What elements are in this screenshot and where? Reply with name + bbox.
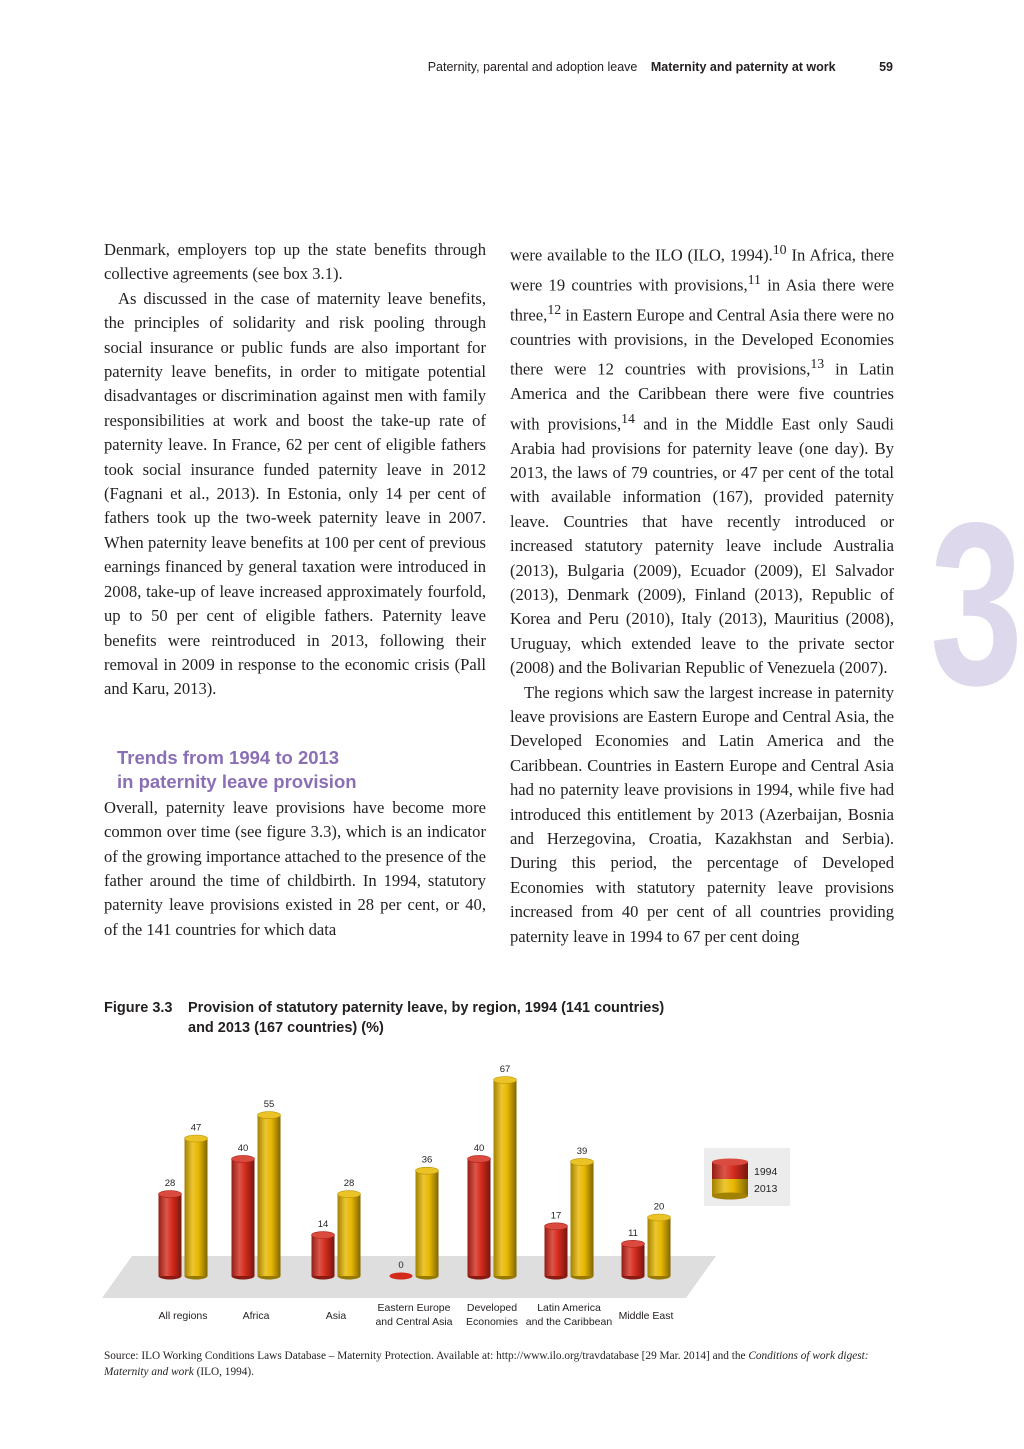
legend-label: 1994 — [754, 1166, 778, 1178]
x-tick-label: Africa — [242, 1310, 270, 1322]
bar-top — [338, 1191, 361, 1198]
data-label: 14 — [317, 1219, 329, 1231]
bar-top — [622, 1240, 645, 1247]
bar-2013 — [185, 1139, 208, 1276]
figure-title-line: Provision of statutory paternity leave, by region, 1994 (141 countries) — [188, 1000, 665, 1016]
x-tick-label: Economies — [466, 1316, 518, 1328]
x-tick-label: Asia — [325, 1310, 347, 1322]
data-label: 67 — [499, 1064, 511, 1075]
text-run: in Asia there were three, — [510, 275, 894, 325]
footnote-ref: 14 — [621, 410, 635, 426]
data-label: 40 — [237, 1142, 249, 1154]
chapter-number-tab — [930, 475, 1023, 734]
chapter-number: 3 — [930, 475, 1023, 734]
footnote-ref: 11 — [747, 271, 761, 287]
bar-1994 — [159, 1194, 182, 1276]
data-label: 0 — [398, 1260, 404, 1271]
source-text: Source: ILO Working Conditions Laws Database – Maternity Protection. Available at: http://www.ilo.org/travdatabase [29 Mar. 2014] and the — [104, 1350, 749, 1362]
bar-2013 — [338, 1194, 361, 1276]
figure-number: Figure 3.3 — [104, 1000, 173, 1016]
bar-1994 — [312, 1235, 335, 1276]
text-run: in Latin America and the Caribbean there were five countries with provisions, — [510, 359, 894, 434]
legend-top — [712, 1159, 748, 1166]
x-tick-label: and Central Asia — [375, 1316, 453, 1328]
section-heading — [117, 746, 486, 794]
bar-2013 — [494, 1080, 517, 1276]
footnote-ref: 10 — [772, 242, 787, 257]
data-label: 11 — [628, 1227, 638, 1239]
bar-top — [232, 1155, 255, 1162]
bar-1994 — [232, 1159, 255, 1276]
running-header — [0, 60, 893, 74]
bar-top — [416, 1167, 439, 1174]
data-label: 39 — [576, 1145, 588, 1157]
bar-1994 — [390, 1273, 413, 1280]
figure-title — [188, 998, 894, 1038]
bar-top — [571, 1158, 594, 1165]
paragraph — [510, 238, 894, 681]
x-tick-label: Middle East — [618, 1310, 674, 1322]
figure-title-line: and 2013 (167 countries) (%) — [188, 1020, 384, 1036]
source-title: Conditions of work digest: Maternity and work — [104, 1350, 869, 1378]
footnote-ref: 12 — [547, 301, 562, 317]
bar-1994 — [622, 1244, 645, 1276]
data-label: 47 — [190, 1122, 202, 1134]
text-run: in Eastern Europe and Central Asia there were no countries with provisions, in the Developed Economies there were 12 countries with provisions, — [510, 305, 894, 379]
heading-line: in paternity leave provision — [117, 770, 357, 792]
paragraph: The regions which saw the largest increase in paternity leave provisions are Eastern Europe and Central Asia, the Developed Economies and Latin America and the Caribbean. Countries in Eastern Europe and Central Asia had no paternity leave provisions in 1994, while five had introduced this entitlement by 2013 (Azerbaijan, Bosnia and Herzegovina, Croatia, Kazakhstan and Serbia). During this period, the percentage of Developed Economies with statutory paternity leave provisions increased from 40 per cent of all countries providing paternity leave in 1994 to 67 per cent doing — [510, 682, 894, 946]
bar-top — [312, 1232, 335, 1239]
legend-label: 2013 — [754, 1183, 778, 1195]
bar-1994 — [468, 1159, 491, 1276]
text-run: and in the Middle East only Saudi Arabia had provisions for paternity leave (one day). By 2013, the laws of 79 countries, or 47 per cent of the total with available information (167), provided paternity leave. Countries that have recently introduced or increased statutory paternity leave include Australia (2013), Bulgaria (2009), Ecuador (2009), El Salvador (2013), Denmark (2009), Finland (2013), Republic of Korea and Peru (2010), Italy (2013), Mauritius (2008), Uruguay, which extended leave to the private sector (2008) and the Bolivarian Republic of Venezuela (2007). — [510, 414, 894, 678]
figure-caption — [104, 998, 894, 1038]
legend-base — [712, 1193, 748, 1200]
paragraph: Denmark, employers top up the state benefits through collective agreements (see box 3.1). — [104, 240, 486, 284]
x-tick-label: and the Caribbean — [525, 1316, 613, 1328]
text-run: In Africa, there were 19 countries with provisions, — [510, 245, 894, 295]
bar-top — [159, 1191, 182, 1198]
book-title: Maternity and paternity at work — [650, 60, 836, 74]
bar-2013 — [571, 1162, 594, 1276]
bar-chart — [100, 1040, 778, 1340]
left-column — [104, 238, 486, 942]
data-label: 36 — [421, 1154, 433, 1166]
x-tick-label: All regions — [158, 1310, 208, 1322]
data-label: 17 — [550, 1210, 562, 1222]
source-text: (ILO, 1994). — [193, 1366, 254, 1378]
paragraph: Overall, paternity leave provisions have become more common over time (see figure 3.3), which is an indicator of the growing importance attached to the presence of the father around the time of childbirth. In 1994, statutory paternity leave provisions existed in 28 per cent, or 40, of the 141 countries for which data — [104, 797, 486, 939]
x-tick-label: Latin America — [537, 1302, 601, 1314]
data-label: 28 — [343, 1178, 355, 1190]
heading-line: Trends from 1994 to 2013 — [117, 746, 340, 768]
data-label: 55 — [263, 1099, 275, 1111]
bar-1994 — [545, 1226, 568, 1276]
bar-top — [258, 1112, 281, 1119]
x-tick-label: Developed — [466, 1302, 518, 1314]
x-tick-label: Eastern Europe — [377, 1302, 451, 1314]
bar-top — [545, 1223, 568, 1230]
data-label: 40 — [473, 1142, 485, 1154]
page-number: 59 — [879, 60, 893, 74]
source-note — [104, 1348, 894, 1380]
text-run: were available to the ILO (ILO, 1994). — [510, 245, 773, 265]
bar-top — [468, 1155, 491, 1162]
bar-top — [185, 1135, 208, 1142]
data-label: 20 — [653, 1201, 665, 1213]
bar-2013 — [416, 1171, 439, 1276]
footnote-ref: 13 — [810, 356, 825, 372]
right-column — [510, 238, 894, 949]
paragraph: As discussed in the case of maternity leave benefits, the principles of solidarity and risk pooling through social insurance or public funds are also important for paternity leave benefits, in order to mitigate potential disadvantages or discrimination against men with family responsibilities at work and boost the take-up rate of paternity leave. In France, 62 per cent of eligible fathers took social insurance funded paternity leave in 2012 (Fagnani et al., 2013). In Estonia, only 14 per cent of fathers took up the two-week paternity leave in 2007. When paternity leave benefits at 100 per cent of previous earnings financed by general taxation were introduced in 2008, take-up of leave increased approximately fourfold, up to 50 per cent of eligible fathers. Paternity leave benefits were reintroduced in 2013, following their removal in 2009 in response to the economic crisis (Pall and Karu, 2013). — [104, 288, 486, 699]
section-title: Paternity, parental and adoption leave — [427, 60, 638, 74]
bar-top — [648, 1214, 671, 1221]
bar-2013 — [258, 1115, 281, 1276]
data-label: 28 — [164, 1178, 176, 1190]
bar-top — [494, 1077, 517, 1084]
bar-2013 — [648, 1217, 671, 1276]
